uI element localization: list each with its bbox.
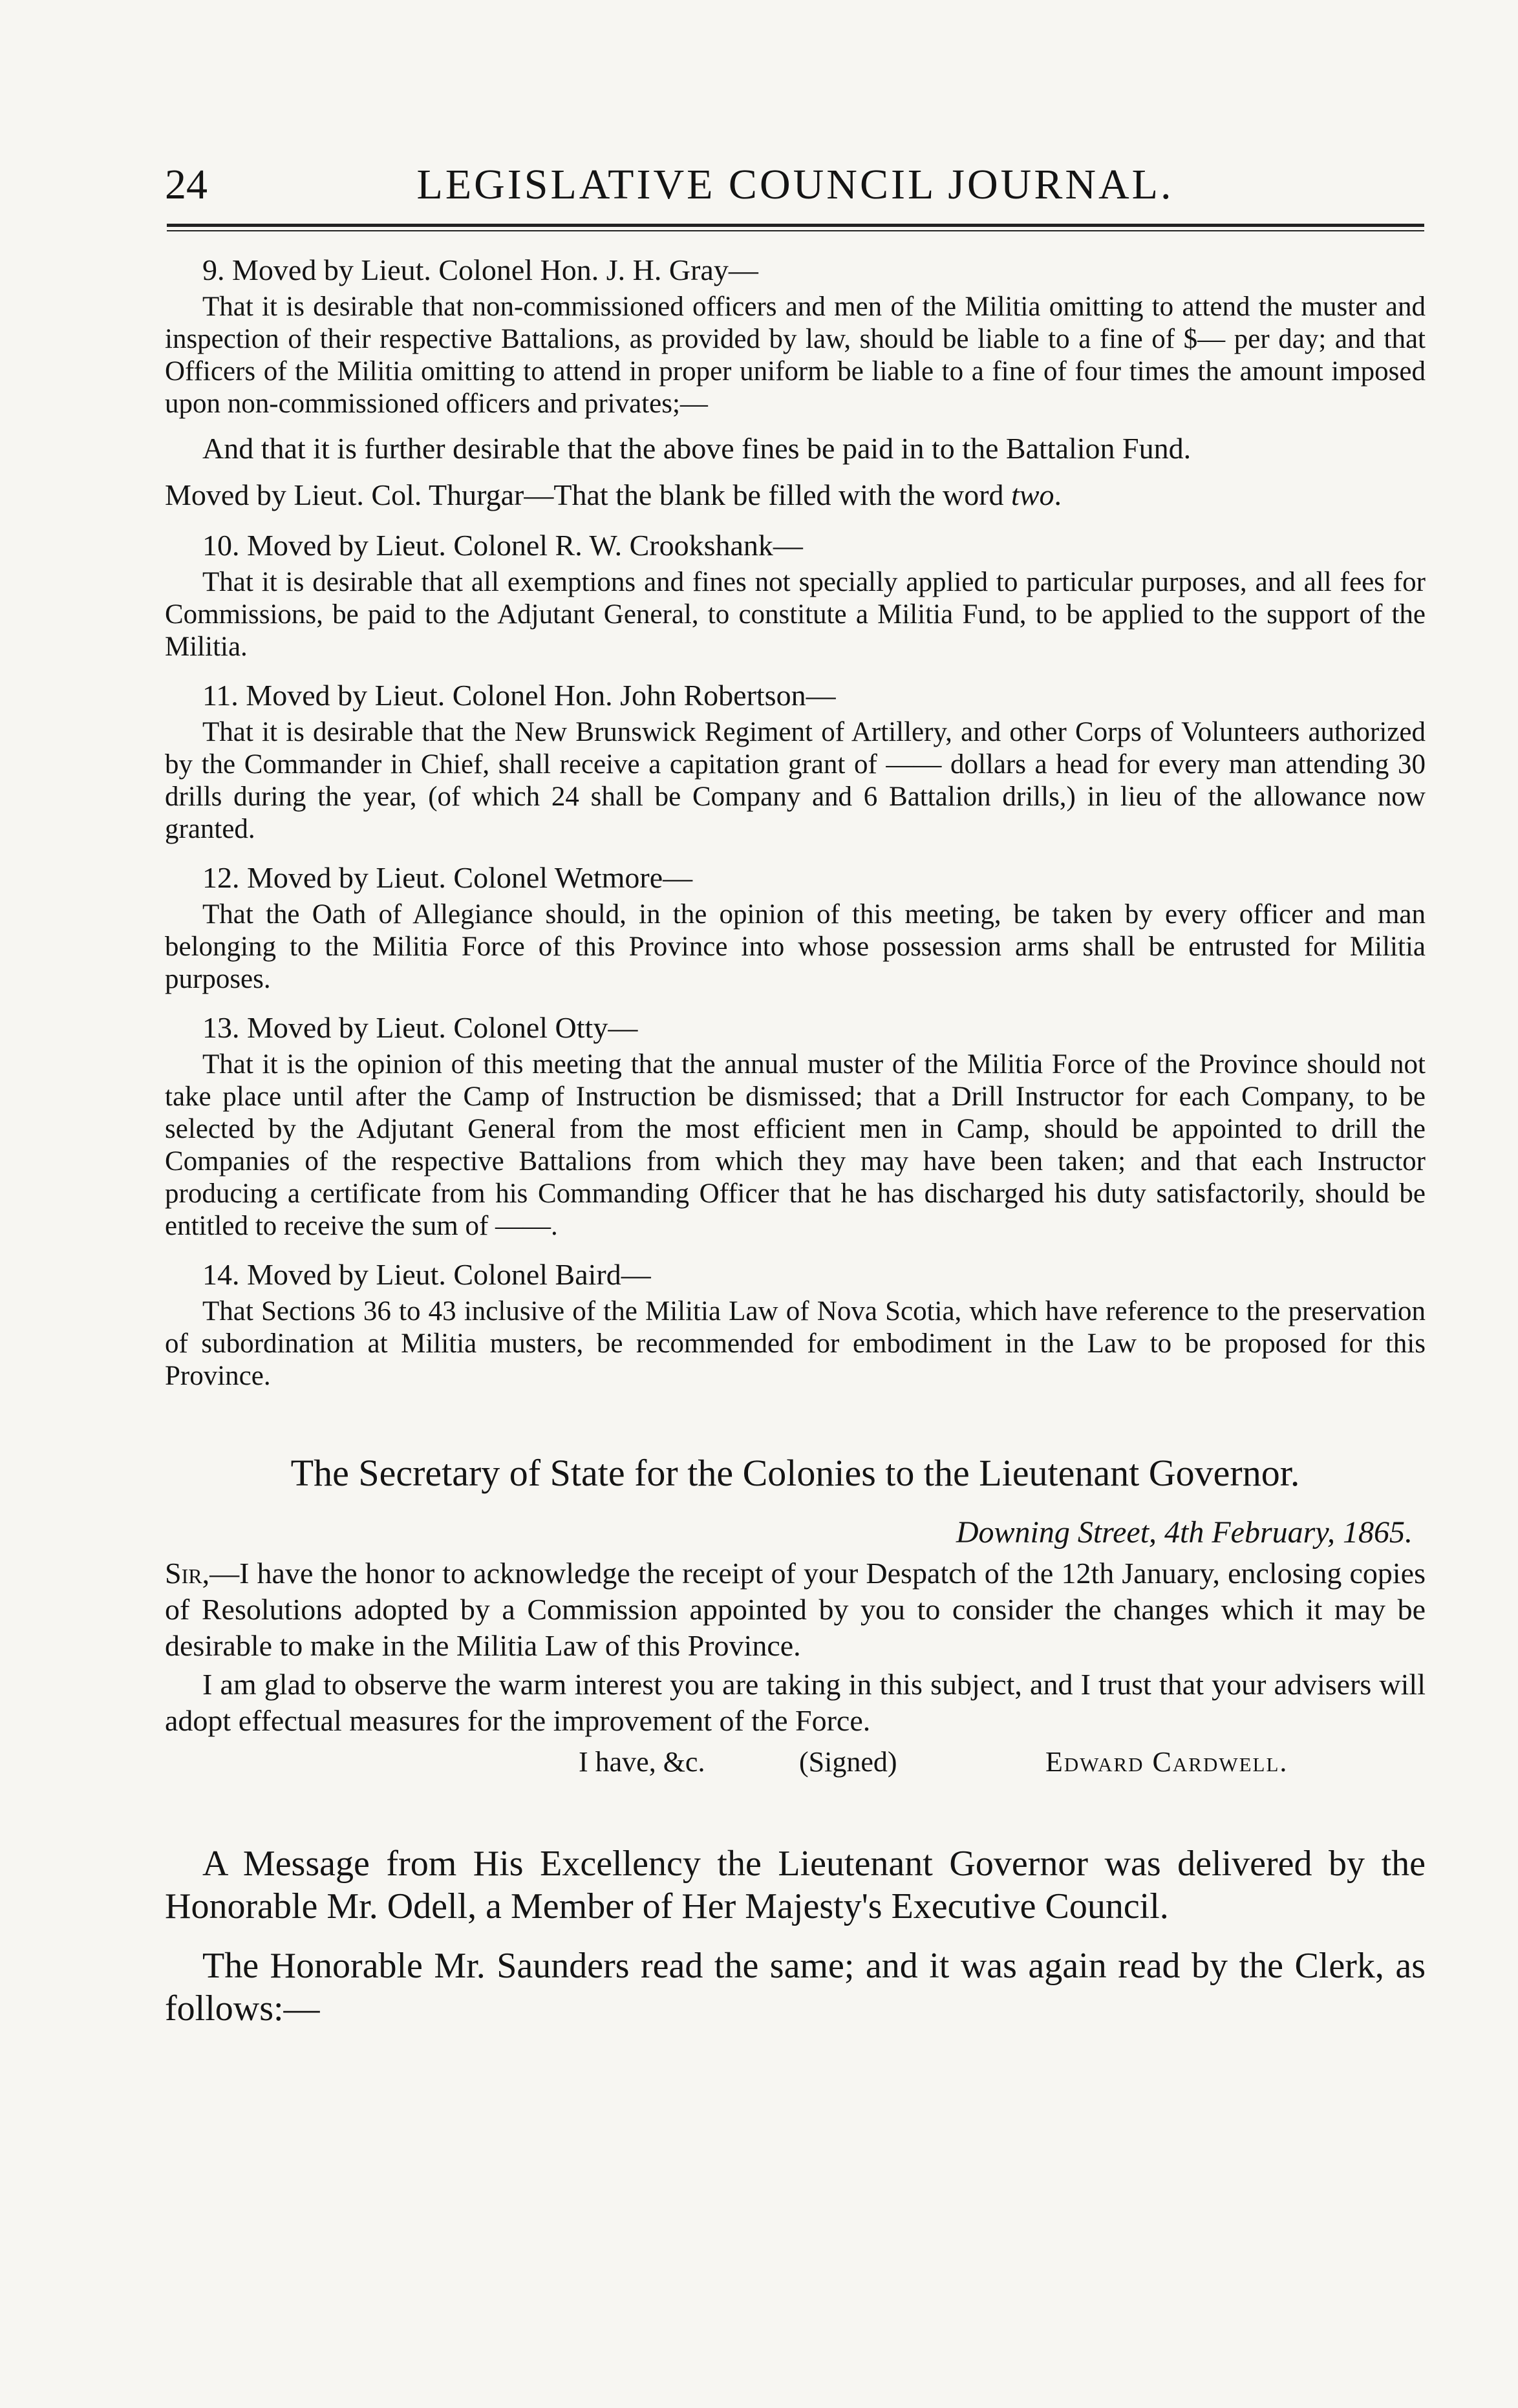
motion-heading: 13. Moved by Lieut. Colonel Otty—: [202, 1011, 638, 1044]
motion-12: [165, 860, 1426, 996]
page-body: [165, 252, 1426, 2047]
motion-13: [165, 1010, 1426, 1242]
amendment-text: Moved by Lieut. Col. Thurgar—That the blank be filled with the word: [165, 478, 1012, 511]
message-paragraph: A Message from His Excellency the Lieutenant Governor was delivered by the Honorable Mr. Odell, a Member of Her Majesty's Executive Council.: [165, 1844, 1426, 1926]
motion-heading: 14. Moved by Lieut. Colonel Baird—: [202, 1258, 651, 1291]
motion-9: [165, 252, 1426, 513]
motion-14: [165, 1257, 1426, 1392]
despatch-body-2: I am glad to observe the warm interest you are taking in this subject, and I trust that your advisers will adopt effectual measures for the improvement of the Force.: [165, 1668, 1426, 1737]
motion-heading: 12. Moved by Lieut. Colonel Wetmore—: [202, 861, 693, 894]
despatch-body-1: [165, 1555, 1426, 1664]
closing: I have, &c.: [579, 1746, 705, 1778]
motion-paragraph: And that it is further desirable that the above fines be paid in to the Battalion Fund.: [202, 432, 1192, 465]
despatch: [165, 1451, 1426, 1780]
amendment-end: .: [1054, 478, 1062, 511]
signed-label: (Signed): [799, 1746, 897, 1778]
page-number: 24: [165, 161, 208, 208]
motion-paragraph: That it is desirable that all exemptions and fines not specially applied to particular purposes, and all fees for Commissions, be paid to the Adjutant General, to constitute a Militia Fund, to be applied to the support of the Militia.: [165, 567, 1426, 662]
motion-paragraph: That it is desirable that non-commissioned officers and men of the Militia omitting to attend the muster and inspection of their respective Battalions, as provided by law, should be liable to a fine of $— per day; and that Officers of the Militia omitting to attend in proper uniform be liable to a fine of four times the amount imposed upon non-commissioned officers and privates;—: [165, 292, 1426, 419]
despatch-heading: The Secretary of State for the Colonies to the Lieutenant Governor.: [290, 1452, 1300, 1494]
salutation: Sir,: [165, 1557, 210, 1590]
despatch-body-1-text: —I have the honor to acknowledge the receipt of your Despatch of the 12th January, enclosing copies of Resolutions adopted by a Commission appointed by you to consider the changes which it may be desirable to make in the Militia Law of this Province.: [165, 1557, 1426, 1662]
signatory: Edward Cardwell.: [1045, 1746, 1288, 1778]
motion-paragraph: That the Oath of Allegiance should, in the opinion of this meeting, be taken by every officer and man belonging to the Militia Force of this Province into whose possession arms shall be entrusted for Militia purposes.: [165, 899, 1426, 994]
message-section: [165, 1842, 1426, 2030]
page-header: [165, 155, 1426, 220]
motion-paragraph: That it is the opinion of this meeting that the annual muster of the Militia Force of the Province should not take place until after the Camp of Instruction be dismissed; that a Drill Instructor for each Company, to be selected by the Adjutant General from the most efficient men in Camp, should be appointed to drill the Companies of the respective Battalions from which they may have been taken; and that each Instructor producing a certificate from his Commanding Officer that he has discharged his duty satisfactorily, should be entitled to receive the sum of ——.: [165, 1049, 1426, 1241]
motion-10: [165, 527, 1426, 663]
amendment-word: two: [1011, 478, 1054, 511]
motion-11: [165, 677, 1426, 846]
header-rule-thick: [167, 224, 1424, 227]
despatch-dateline: Downing Street, 4th February, 1865.: [956, 1515, 1413, 1550]
signature-line: [165, 1744, 1426, 1780]
message-paragraph: The Honorable Mr. Saunders read the same; and it was again read by the Clerk, as follows:—: [165, 1946, 1426, 2029]
running-title: LEGISLATIVE COUNCIL JOURNAL.: [416, 161, 1174, 208]
motion-heading: 10. Moved by Lieut. Colonel R. W. Crookshank—: [202, 529, 803, 562]
motion-paragraph: That Sections 36 to 43 inclusive of the Militia Law of Nova Scotia, which have reference to the preservation of subordination at Militia musters, be recommended for embodiment in the Law to be proposed for this Province.: [165, 1296, 1426, 1391]
header-rule-thin: [167, 230, 1424, 231]
amendment-paragraph: [165, 477, 1426, 513]
motion-heading: 11. Moved by Lieut. Colonel Hon. John Robertson—: [202, 679, 836, 712]
motion-heading: 9. Moved by Lieut. Colonel Hon. J. H. Gray—: [202, 253, 758, 286]
motion-paragraph: That it is desirable that the New Brunswick Regiment of Artillery, and other Corps of Volunteers authorized by the Commander in Chief, shall receive a capitation grant of —— dollars a head for every man attending 30 drills during the year, (of which 24 shall be Company and 6 Battalion drills,) in lieu of the allowance now granted.: [165, 717, 1426, 844]
